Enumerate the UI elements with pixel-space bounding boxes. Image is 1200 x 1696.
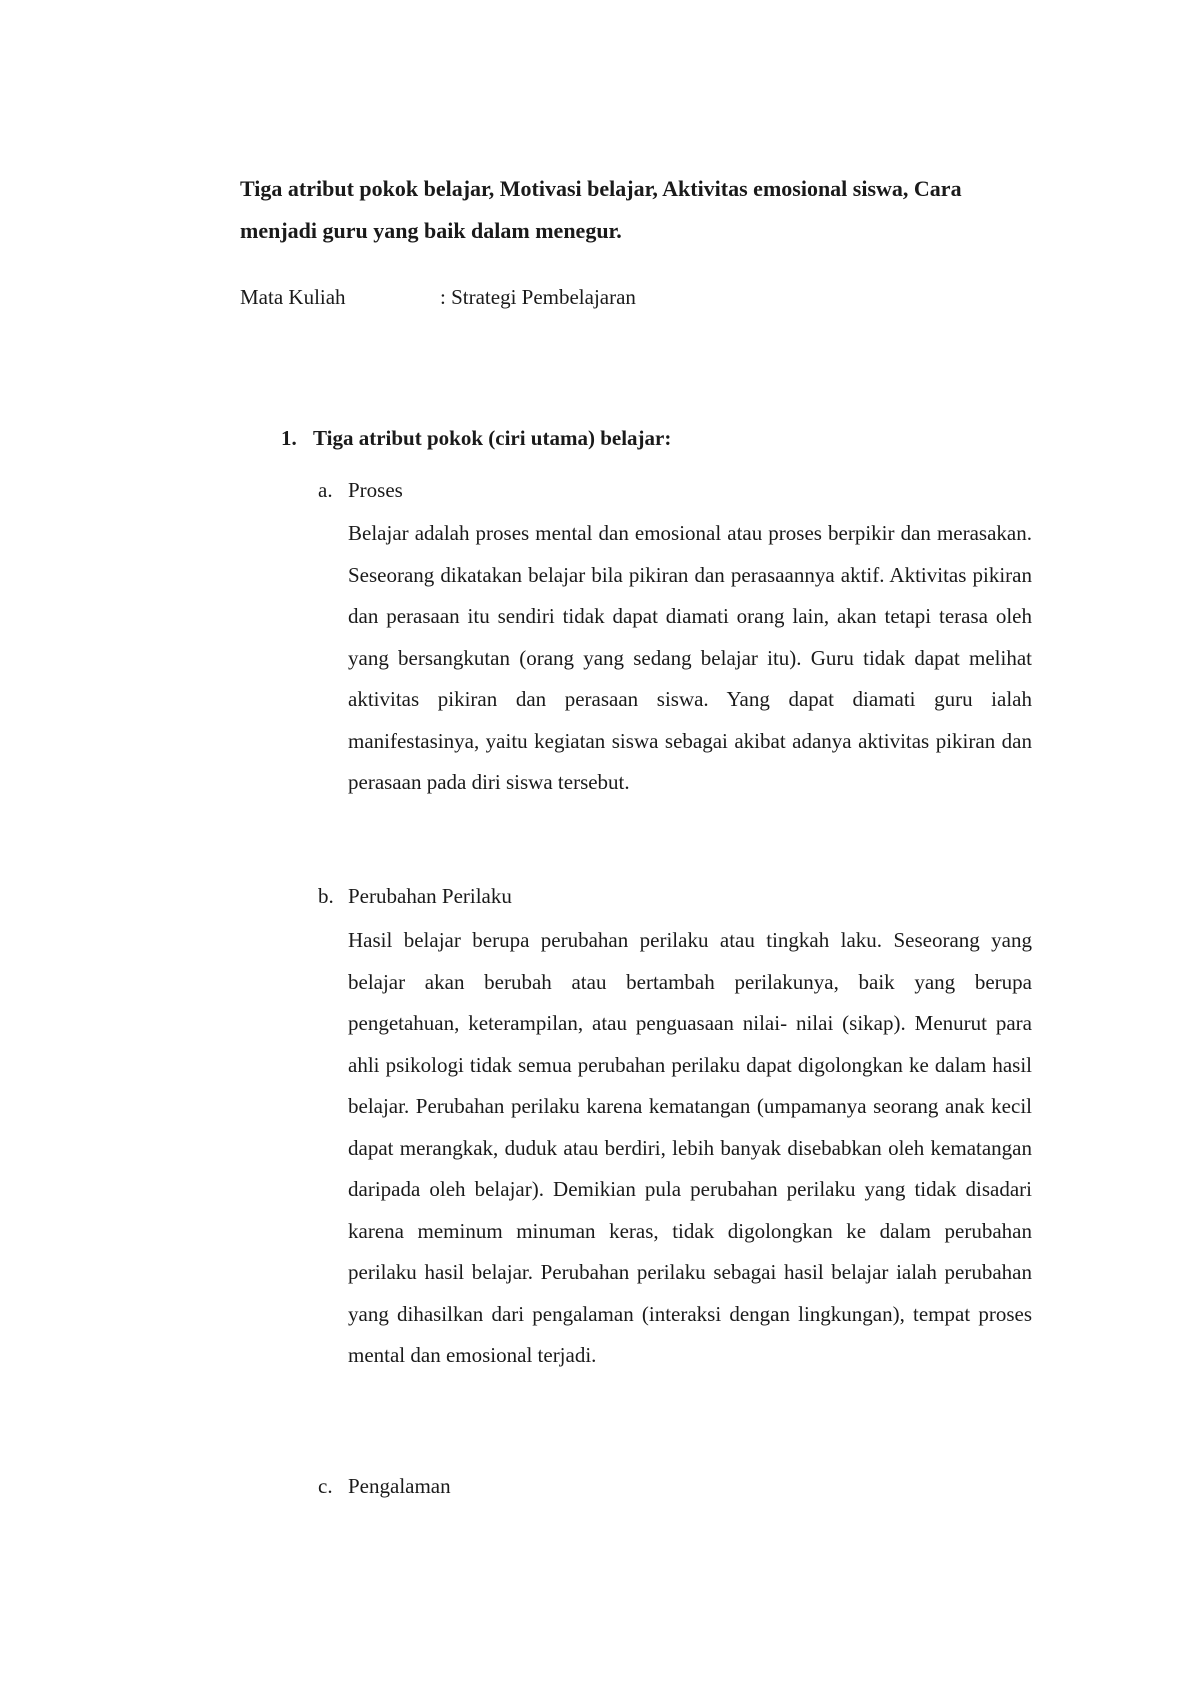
section-1-heading (281, 423, 672, 453)
course-value: : Strategi Pembelajaran (440, 285, 636, 309)
item-b-heading (318, 881, 512, 911)
item-b-paragraph: Hasil belajar berupa perubahan perilaku atau tingkah laku. Seseorang yang belajar akan berubah atau bertambah perilakunya, baik yang berupa pengetahuan, keterampilan, atau penguasaan nilai- nilai (sikap). Menurut para ahli psikologi tidak semua perubahan perilaku dapat digolongkan ke dalam hasil belajar. Perubahan perilaku karena kematangan (umpamanya seorang anak kecil dapat merangkak, duduk atau berdiri, lebih banyak disebabkan oleh kematangan daripada oleh belajar). Demikian pula perubahan perilaku yang tidak disadari karena meminum minuman keras, tidak digolongkan ke dalam perubahan perilaku hasil belajar. Perubahan perilaku sebagai hasil belajar ialah perubahan yang dihasilkan dari pengalaman (interaksi dengan lingkungan), tempat proses mental dan emosional terjadi. (348, 928, 1032, 1367)
item-c-title: Pengalaman (348, 1474, 451, 1498)
item-a-letter: a. (318, 478, 333, 502)
course-label: Mata Kuliah (240, 285, 346, 309)
item-a-title: Proses (348, 478, 403, 502)
document-title: Tiga atribut pokok belajar, Motivasi belajar, Aktivitas emosional siswa, Cara menjadi guru yang baik dalam menegur. (240, 176, 962, 243)
section-1-number: 1. (281, 426, 297, 450)
item-b-letter: b. (318, 884, 334, 908)
item-c-letter: c. (318, 1474, 333, 1498)
course-info (240, 282, 636, 312)
item-b-title: Perubahan Perilaku (348, 884, 512, 908)
section-1-title: Tiga atribut pokok (ciri utama) belajar: (313, 426, 672, 450)
item-c-heading (318, 1471, 451, 1501)
item-a-paragraph: Belajar adalah proses mental dan emosional atau proses berpikir dan merasakan. Seseorang dikatakan belajar bila pikiran dan perasaannya aktif. Aktivitas pikiran dan perasaan itu sendiri tidak dapat diamati orang lain, akan tetapi terasa oleh yang bersangkutan (orang yang sedang belajar itu). Guru tidak dapat melihat aktivitas pikiran dan perasaan siswa. Yang dapat diamati guru ialah manifestasinya, yaitu kegiatan siswa sebagai akibat adanya aktivitas pikiran dan perasaan pada diri siswa tersebut. (348, 521, 1032, 794)
item-a-heading (318, 475, 403, 505)
